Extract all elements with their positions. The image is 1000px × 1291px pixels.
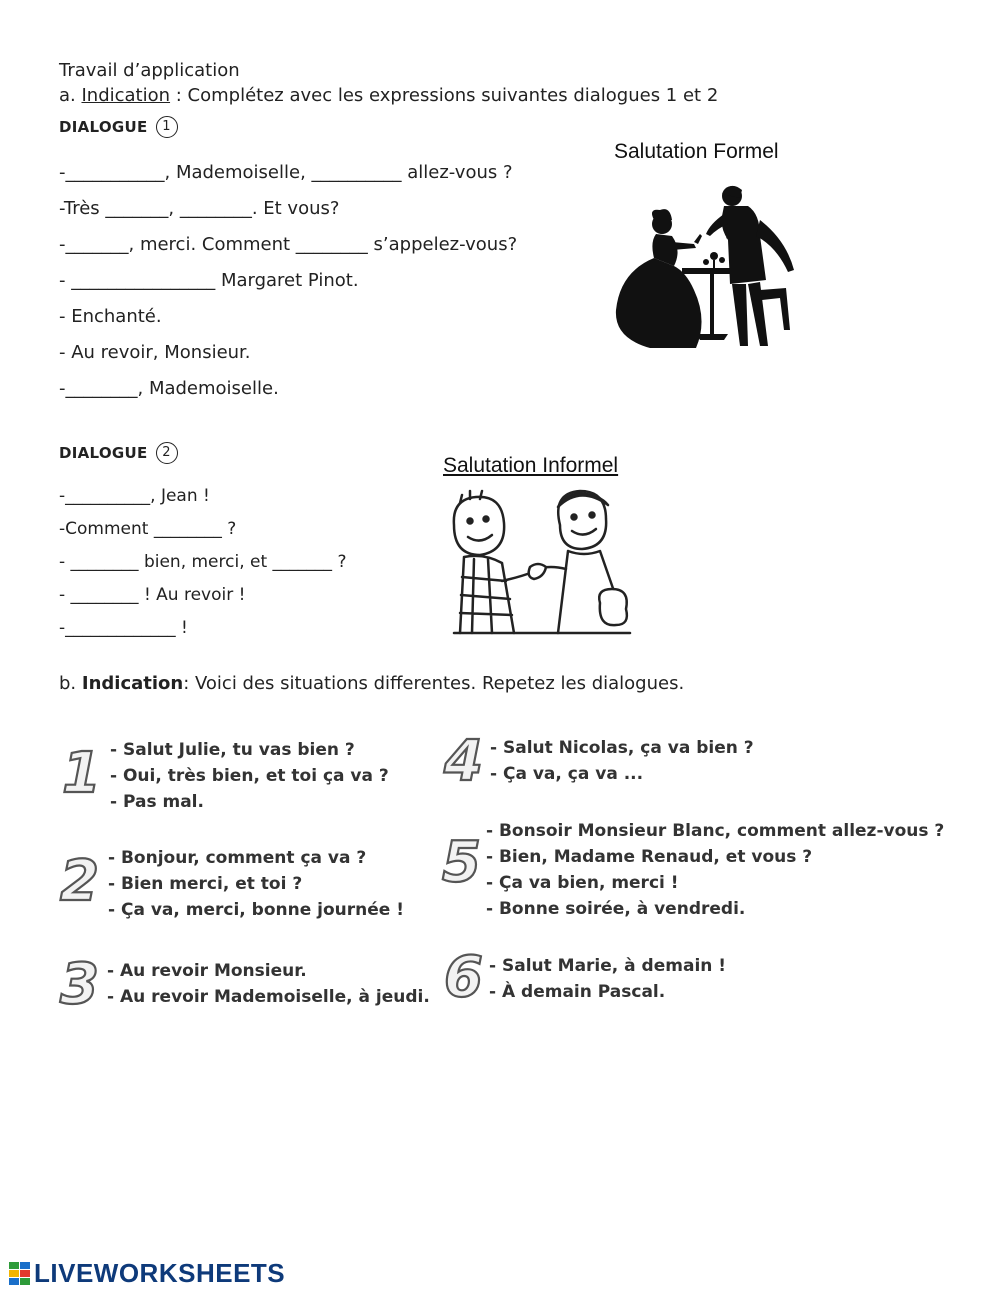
dialogue-2-line: - ________ bien, merci, et _______ ? — [59, 552, 347, 572]
liveworksheets-logo-text: LIVEWORKSHEETS — [34, 1258, 286, 1288]
situation-line: - Ça va, merci, bonne journée ! — [108, 900, 405, 920]
informal-caption: Salutation Informel — [443, 454, 619, 477]
situation-line: - Ça va, ça va ... — [490, 764, 644, 784]
situation-4 — [490, 735, 754, 787]
liveworksheets-logo[interactable] — [8, 1258, 285, 1289]
part-a-text: : Complétez avec les expressions suivantes dialogues 1 et 2 — [170, 85, 719, 106]
situation-line: - Au revoir Monsieur. — [107, 961, 307, 981]
worksheet-title: Travail d’application — [59, 60, 240, 81]
situation-line: - Bonjour, comment ça va ? — [108, 848, 367, 868]
situation-line: - Bien, Madame Renaud, et vous ? — [486, 847, 813, 867]
situation-number-3: 3 — [60, 952, 99, 1017]
situation-line: - Salut Nicolas, ça va bien ? — [490, 738, 754, 758]
circled-number-1-icon: 1 — [156, 116, 178, 138]
situation-line: - Au revoir Mademoiselle, à jeudi. — [107, 987, 430, 1007]
situation-line: - Pas mal. — [110, 792, 204, 812]
situation-number-1: 1 — [62, 741, 101, 806]
situation-number-2: 2 — [60, 849, 99, 914]
situation-line: - À demain Pascal. — [489, 982, 666, 1002]
part-a-prefix: a. — [59, 85, 82, 106]
part-b-instruction — [59, 673, 684, 694]
situation-6 — [489, 953, 726, 1005]
part-b-label: Indication — [81, 673, 184, 694]
dialogue-1-line: -___________, Mademoiselle, __________ allez-vous ? — [59, 162, 513, 183]
situation-number-5: 5 — [442, 830, 481, 895]
dialogue-1-title — [59, 116, 178, 138]
situation-5 — [486, 818, 944, 922]
handshake-cartoon-icon — [440, 485, 635, 637]
dialogue-1-line: - Enchanté. — [59, 306, 162, 327]
dialogue-2-title — [59, 442, 178, 464]
formal-couple-silhouette-icon — [610, 180, 810, 355]
dialogue-2-label: DIALOGUE — [59, 444, 148, 462]
situation-1 — [110, 737, 389, 815]
dialogue-1-line: -_______, merci. Comment ________ s’appelez-vous? — [59, 234, 518, 255]
situation-line: - Ça va bien, merci ! — [486, 873, 679, 893]
part-a-instruction — [59, 85, 718, 106]
dialogue-1-line: - Au revoir, Monsieur. — [59, 342, 251, 363]
part-b-text: : Voici des situations differentes. Repetez les dialogues. — [183, 673, 685, 694]
situation-number-6: 6 — [444, 945, 483, 1010]
circled-number-2-icon: 2 — [156, 442, 178, 464]
dialogue-1-line: -________, Mademoiselle. — [59, 378, 279, 399]
situation-number-4: 4 — [444, 729, 483, 794]
dialogue-1-line: -Très _______, ________. Et vous? — [59, 198, 340, 219]
liveworksheets-logo-icon — [8, 1261, 32, 1287]
part-b-prefix: b. — [59, 673, 82, 694]
situation-line: - Bonsoir Monsieur Blanc, comment allez-vous ? — [486, 821, 945, 841]
situation-line: - Oui, très bien, et toi ça va ? — [110, 766, 389, 786]
dialogue-2-line: -__________, Jean ! — [59, 486, 210, 506]
part-a-label: Indication — [81, 85, 171, 106]
formal-caption: Salutation Formel — [614, 140, 779, 163]
dialogue-1-line: - ________________ Margaret Pinot. — [59, 270, 359, 291]
dialogue-1-label: DIALOGUE — [59, 118, 148, 136]
situation-line: - Salut Julie, tu vas bien ? — [110, 740, 355, 760]
situation-line: - Salut Marie, à demain ! — [489, 956, 727, 976]
dialogue-2-line: -_____________ ! — [59, 618, 188, 638]
situation-line: - Bonne soirée, à vendredi. — [486, 899, 746, 919]
dialogue-2-line: -Comment ________ ? — [59, 519, 237, 539]
dialogue-2-line: - ________ ! Au revoir ! — [59, 585, 246, 605]
situation-2 — [108, 845, 404, 923]
situation-3 — [107, 958, 430, 1010]
situation-line: - Bien merci, et toi ? — [108, 874, 303, 894]
